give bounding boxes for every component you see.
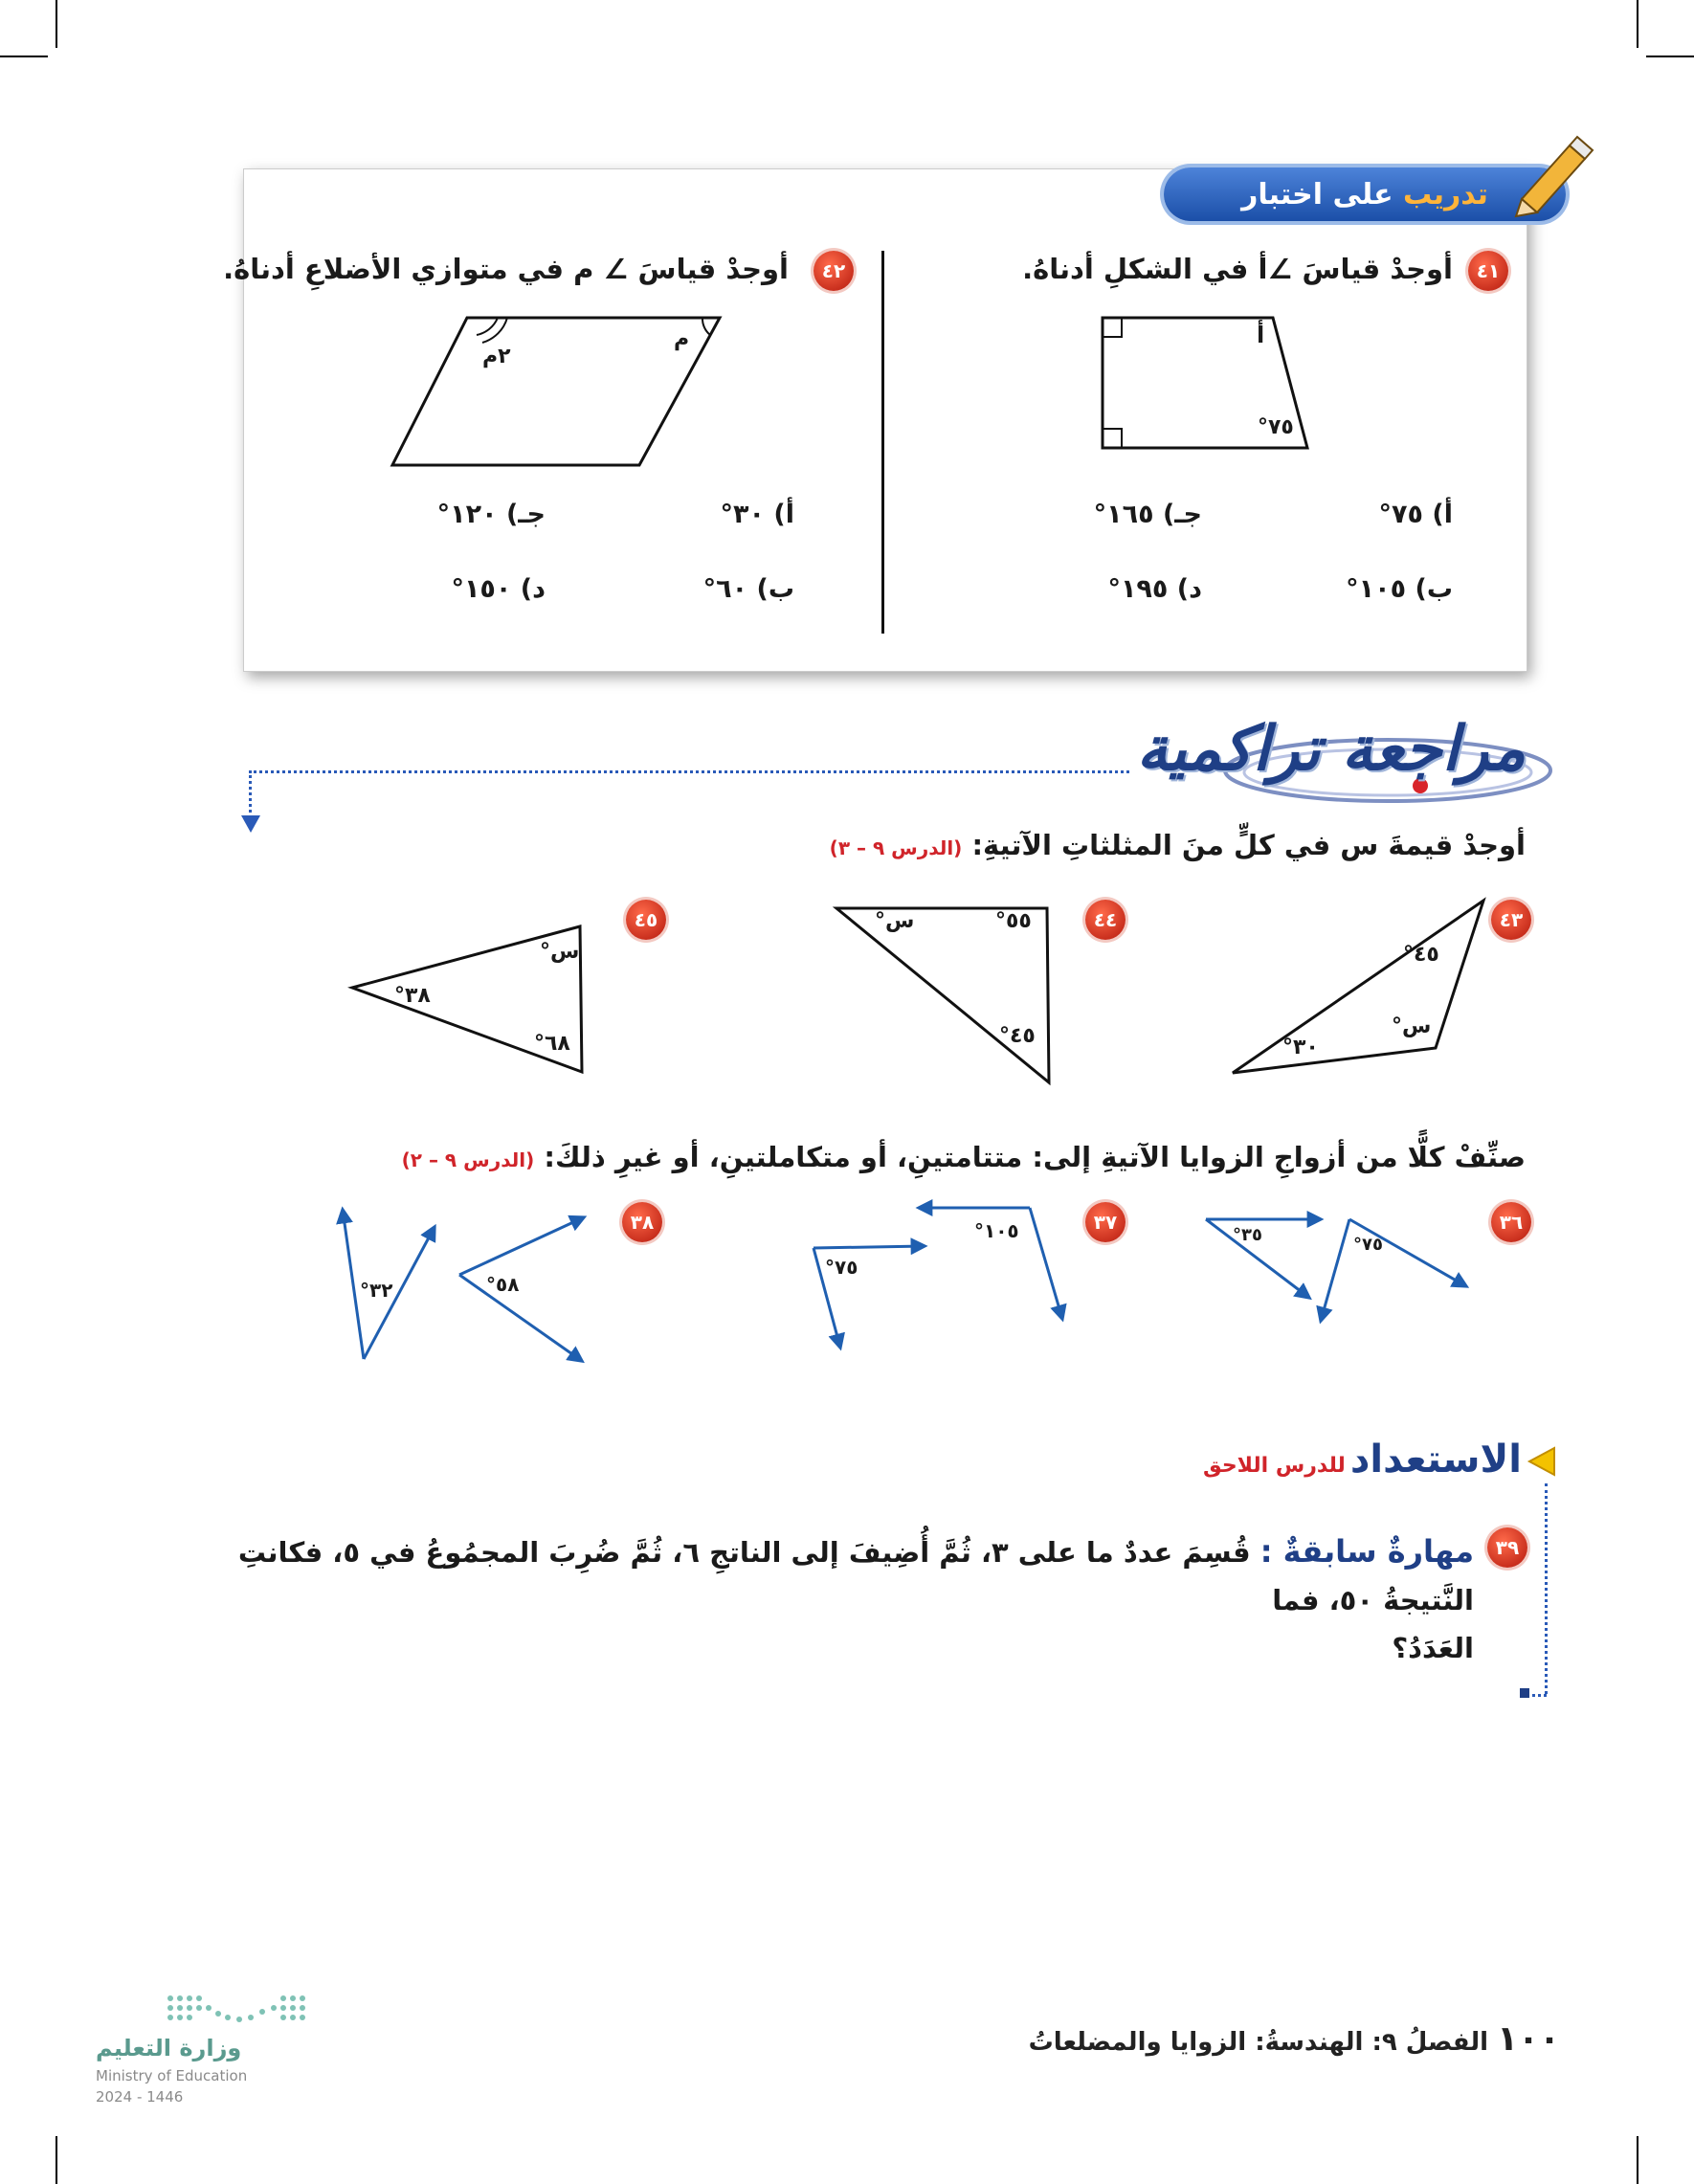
question-number-38: ٣٨ [622, 1202, 662, 1242]
question-41-prompt: أوجدْ قياسَ ∠أ في الشكلِ أدناهُ. [1022, 253, 1453, 285]
question-number-37: ٣٧ [1085, 1202, 1126, 1242]
angle-37-label: ١٠٥° [974, 1219, 1019, 1242]
dotted-line [249, 770, 252, 818]
title-part2: على اختبار [1241, 177, 1393, 212]
ministry-name-ar: وزارة التعليم [96, 2035, 242, 2061]
triangle-44-label: ٤٥° [999, 1024, 1036, 1048]
triangle-43-label: ٣٠° [1282, 1036, 1319, 1059]
triangle-45-label: س° [540, 940, 580, 964]
question-number-43: ٤٣ [1491, 900, 1531, 940]
question-number-45: ٤٥ [626, 900, 666, 940]
crop-mark [56, 0, 57, 48]
question-number-44: ٤٤ [1085, 900, 1126, 940]
pencil-icon [1512, 132, 1598, 218]
q42-option-b[interactable]: ب) ٦٠° [702, 574, 794, 604]
triangle-45-label: ٦٨° [534, 1032, 570, 1056]
arrow-down-icon [239, 813, 262, 836]
figure-label-2m: ٢م [482, 345, 511, 368]
crop-mark [1637, 0, 1638, 48]
q41-option-b[interactable]: ب) ١٠٥° [1346, 574, 1453, 604]
triangle-43-label: ٤٥° [1403, 943, 1439, 967]
triangle-43 [1225, 895, 1493, 1086]
end-marker [1520, 1688, 1529, 1698]
academic-year: 2024 - 1446 [96, 2088, 184, 2106]
triangle-44-label: س° [875, 909, 915, 933]
question-39-text: مهارةٌ سابقةٌ : قُسِمَ عددٌ ما على ٣، ثُمَّ أُضِيفَ إلى الناتجِ ٦، ثُمَّ ضُرِبَ المجمُوعُ في ٥، فكانتِ النَّتيجةُ ٥٠، فما العَدَدُ؟ [237, 1533, 1474, 1664]
question-42-prompt: أوجدْ قياسَ ∠ م في متوازي الأضلاعِ أدناهُ. [223, 253, 789, 285]
question-number-41: ٤١ [1468, 251, 1508, 291]
crop-mark [1646, 56, 1694, 57]
figure-label-vertex: أ [1257, 322, 1265, 348]
angle-36-label: ٣٥° [1233, 1225, 1262, 1245]
angle-pairs-instruction: صنِّفْ كلًّا من أزواجِ الزوايا الآتيةِ إلى: متتامتينِ، أو متكاملتينِ، أو غيرِ ذلكَ: (الدرس ٩ – ٢) [401, 1141, 1526, 1173]
chapter-label: الفصلُ ٩: [1371, 2028, 1489, 2057]
triangle-44-label: ٥٥° [995, 909, 1032, 933]
angle-36-label: ٧٥° [1353, 1235, 1383, 1255]
triangle-45-label: ٣٨° [394, 984, 431, 1008]
chapter-title: الهندسةُ: الزوايا والمضلعاتُ [1028, 2028, 1364, 2057]
dotted-line [249, 770, 1129, 773]
column-divider [881, 251, 884, 634]
title-part1: تدريب [1403, 177, 1488, 212]
q42-option-c[interactable]: جـ) ١٢٠° [436, 500, 546, 529]
q41-option-d[interactable]: د) ١٩٥° [1107, 574, 1202, 604]
question-number-36: ٣٦ [1491, 1202, 1531, 1242]
q42-option-d[interactable]: د) ١٥٠° [451, 574, 546, 604]
question-number-42: ٤٢ [814, 251, 854, 291]
angle-38-label: ٥٨° [486, 1273, 520, 1296]
dotted-line [1545, 1483, 1548, 1694]
figure-label-angle: ٧٥° [1258, 415, 1294, 439]
ministry-logo-icon [163, 1991, 316, 2029]
angle-37-label: ٧٥° [825, 1256, 858, 1279]
angle-38-label: ٣٢° [360, 1279, 393, 1302]
cumulative-review-heading: مراجعة تراكمية [1136, 714, 1526, 785]
q42-option-a[interactable]: أ) ٣٠° [720, 500, 794, 529]
q41-option-a[interactable]: أ) ٧٥° [1378, 500, 1453, 529]
preparation-header: الاستعداد للدرس اللاحق [1202, 1437, 1522, 1482]
triangle-43-label: س° [1392, 1014, 1432, 1038]
q41-option-c[interactable]: جـ) ١٦٥° [1093, 500, 1202, 529]
crop-mark [1637, 2136, 1638, 2184]
triangles-instruction: أوجدْ قيمةَ س في كلٍّ منَ المثلثاتِ الآتيةِ: (الدرس ٩ – ٣) [829, 829, 1526, 861]
crop-mark [0, 56, 48, 57]
page-footer [1029, 2019, 1560, 2059]
page-number: ١٠٠ [1497, 2019, 1560, 2059]
test-practice-title [1164, 167, 1566, 221]
triangle-marker-icon [1526, 1445, 1558, 1478]
ministry-name-en: Ministry of Education [96, 2067, 248, 2084]
figure-label-m: م [674, 327, 690, 351]
question-number-39: ٣٩ [1487, 1527, 1527, 1568]
crop-mark [56, 2136, 57, 2184]
